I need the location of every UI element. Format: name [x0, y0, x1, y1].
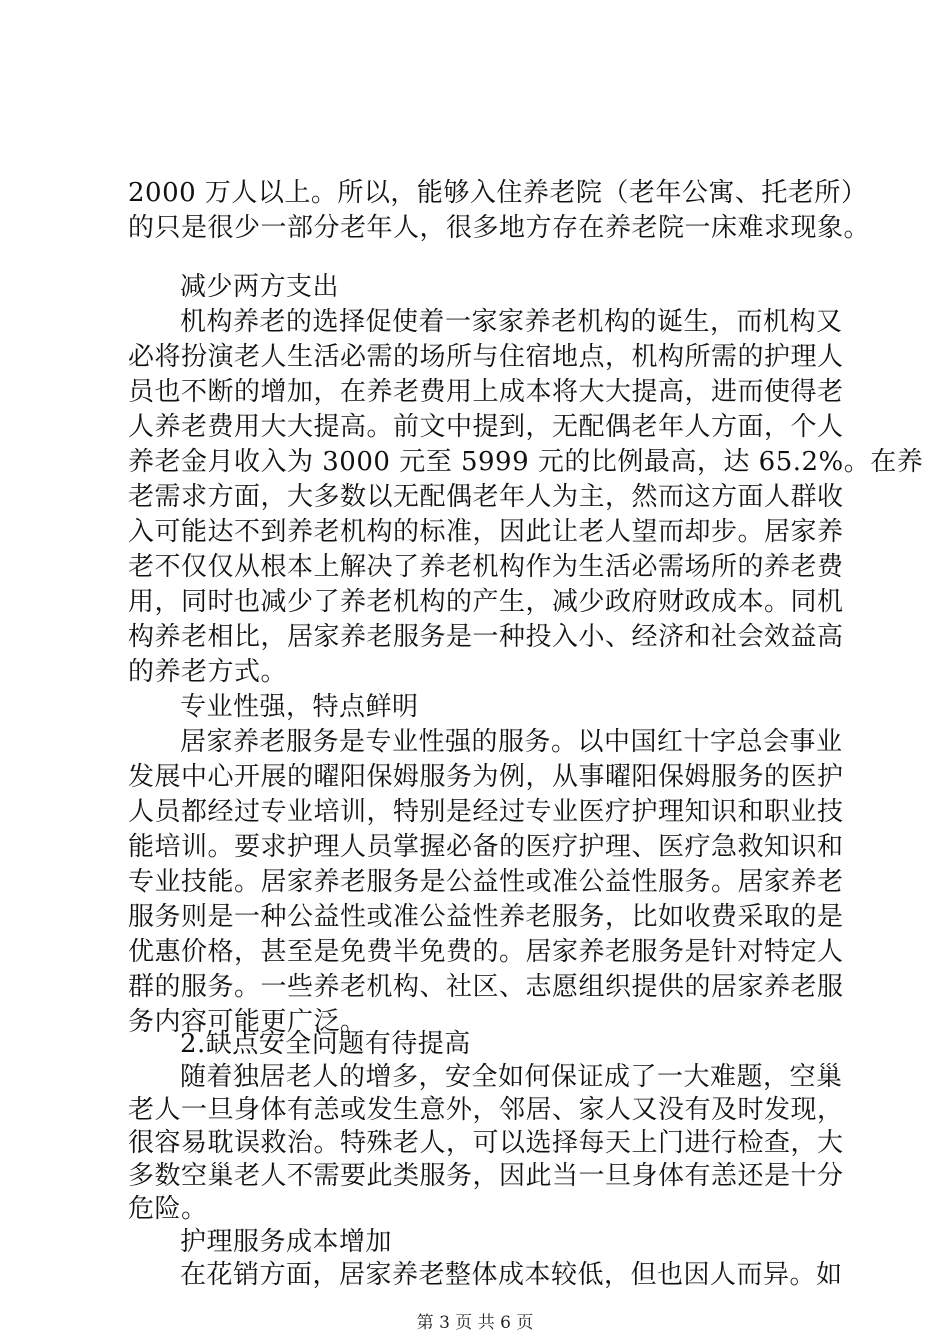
paragraph-line: 老需求方面，大多数以无配偶老年人为主，然而这方面人群收	[128, 482, 844, 512]
paragraph-line: 必将扮演老人生活必需的场所与住宿地点，机构所需的护理人	[128, 342, 844, 372]
paragraph-line: 人员都经过专业培训，特别是经过专业医疗护理知识和职业技	[128, 797, 844, 827]
page-footer: 第 3 页 共 6 页	[416, 1313, 534, 1333]
section-heading: 专业性强，特点鲜明	[180, 692, 419, 722]
paragraph-line: 随着独居老人的增多，安全如何保证成了一大难题，空巢	[180, 1062, 843, 1092]
paragraph-line: 人养老费用大大提高。前文中提到，无配偶老年人方面，个人	[128, 412, 844, 442]
paragraph-line: 用，同时也减少了养老机构的产生，减少政府财政成本。同机	[128, 587, 844, 617]
paragraph-line: 养老金月收入为 3000 元至 5999 元的比例最高，达 65.2%。在养	[128, 447, 924, 477]
paragraph-line: 老不仅仅从根本上解决了养老机构作为生活必需场所的养老费	[128, 552, 844, 582]
paragraph-line: 机构养老的选择促使着一家家养老机构的诞生，而机构又	[180, 307, 843, 337]
paragraph-line: 2000 万人以上。所以，能够入住养老院（老年公寓、托老所）	[128, 178, 868, 208]
paragraph-line: 务内容可能更广泛。	[128, 1007, 367, 1037]
paragraph-line: 很容易耽误救治。特殊老人，可以选择每天上门进行检查，大	[128, 1128, 844, 1158]
paragraph-line: 员也不断的增加，在养老费用上成本将大大提高，进而使得老	[128, 377, 844, 407]
paragraph-line: 入可能达不到养老机构的标准，因此让老人望而却步。居家养	[128, 517, 844, 547]
paragraph-line: 老人一旦身体有恙或发生意外，邻居、家人又没有及时发现，	[128, 1095, 844, 1125]
paragraph-line: 发展中心开展的曜阳保姆服务为例，从事曜阳保姆服务的医护	[128, 762, 844, 792]
paragraph-line: 危险。	[128, 1194, 208, 1224]
paragraph-line: 服务则是一种公益性或准公益性养老服务，比如收费采取的是	[128, 902, 844, 932]
paragraph-line: 群的服务。一些养老机构、社区、志愿组织提供的居家养老服	[128, 972, 844, 1002]
paragraph-line: 的只是很少一部分老年人，很多地方存在养老院一床难求现象。	[128, 213, 871, 243]
paragraph-line: 构养老相比，居家养老服务是一种投入小、经济和社会效益高	[128, 622, 844, 652]
paragraph-line: 居家养老服务是专业性强的服务。以中国红十字总会事业	[180, 727, 843, 757]
section-heading: 减少两方支出	[180, 272, 340, 302]
paragraph-line: 专业技能。居家养老服务是公益性或准公益性服务。居家养老	[128, 867, 844, 897]
paragraph-line: 的养老方式。	[128, 657, 288, 687]
paragraph-line: 能培训。要求护理人员掌握必备的医疗护理、医疗急救知识和	[128, 832, 844, 862]
section-heading: 护理服务成本增加	[180, 1227, 393, 1257]
paragraph-line: 在花销方面，居家养老整体成本较低，但也因人而异。如	[180, 1260, 843, 1290]
section-heading: 2.缺点安全问题有待提高	[180, 1029, 471, 1059]
paragraph-line: 优惠价格，甚至是免费半免费的。居家养老服务是针对特定人	[128, 937, 844, 967]
paragraph-line: 多数空巢老人不需要此类服务，因此当一旦身体有恙还是十分	[128, 1161, 844, 1191]
